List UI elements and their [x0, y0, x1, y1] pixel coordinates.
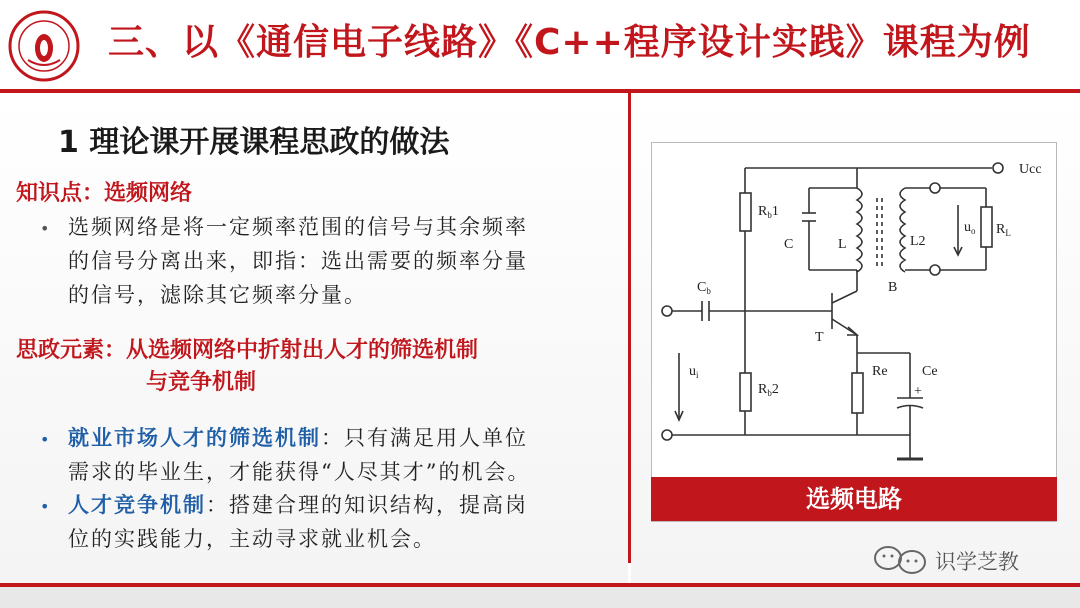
- bullet-icon: •: [40, 219, 50, 238]
- item1-term: 就业市场人才的筛选机制: [68, 425, 321, 450]
- knowledge-heading: 知识点：选频网络: [16, 181, 193, 206]
- page-title: 三、以《通信电子线路》《C++程序设计实践》课程为例: [108, 22, 1031, 63]
- label-uo: $u_o$: [964, 220, 976, 236]
- knowledge-line-3: 的信号，滤除其它频率分量。: [68, 283, 367, 307]
- item1-line-2: 需求的毕业生，才能获得“人尽其才”的机会。: [68, 460, 531, 484]
- item2-text-1: ：搭建合理的知识结构，提高岗: [206, 493, 528, 517]
- label-l2: L2: [910, 234, 926, 249]
- university-logo: [8, 10, 80, 82]
- circuit-figure: [651, 142, 1057, 522]
- label-rb2: $R_b2$: [758, 382, 779, 398]
- label-ucc: Ucc: [1019, 162, 1042, 177]
- label-plus: +: [914, 384, 922, 399]
- item-employment: [68, 421, 530, 489]
- item2-term: 人才竞争机制: [68, 492, 206, 517]
- ideology-heading-cont: 与竞争机制: [146, 370, 257, 395]
- knowledge-text: [68, 210, 528, 312]
- label-re: Re: [872, 364, 888, 379]
- label-rl: $R_L$: [996, 222, 1011, 238]
- watermark-text: 识学芝教: [935, 550, 1019, 574]
- label-ui: $u_i$: [689, 364, 699, 380]
- item1-text-1: ：只有满足用人单位: [321, 426, 528, 450]
- label-cb: $C_b$: [697, 280, 711, 296]
- label-c: C: [784, 237, 794, 252]
- label-l: L: [838, 237, 847, 252]
- footer-line: [0, 583, 1080, 587]
- header: [0, 0, 1080, 92]
- figure-caption: 选频电路: [651, 477, 1057, 521]
- bullet-icon: •: [40, 430, 50, 449]
- item-competition: [68, 488, 528, 556]
- section-title: 1 理论课开展课程思政的做法: [58, 125, 450, 160]
- item2-line-2: 位的实践能力，主动寻求就业机会。: [68, 527, 436, 551]
- label-t: T: [815, 330, 824, 345]
- ideology-heading: 思政元素：从选频网络中折射出人才的筛选机制: [16, 338, 479, 363]
- label-ce: Ce: [922, 364, 938, 379]
- item1-line-1: [68, 421, 530, 455]
- knowledge-line-2: 的信号分离出来，即指：选出需要的频率分量: [68, 249, 528, 273]
- bullet-icon: •: [40, 497, 50, 516]
- label-b: B: [888, 280, 898, 295]
- item2-line-1: [68, 488, 528, 522]
- knowledge-line-1: 选频网络是将一定频率范围的信号与其余频率: [68, 215, 528, 239]
- circuit-diagram: [652, 143, 1056, 479]
- label-rb1: $R_b1$: [758, 204, 779, 220]
